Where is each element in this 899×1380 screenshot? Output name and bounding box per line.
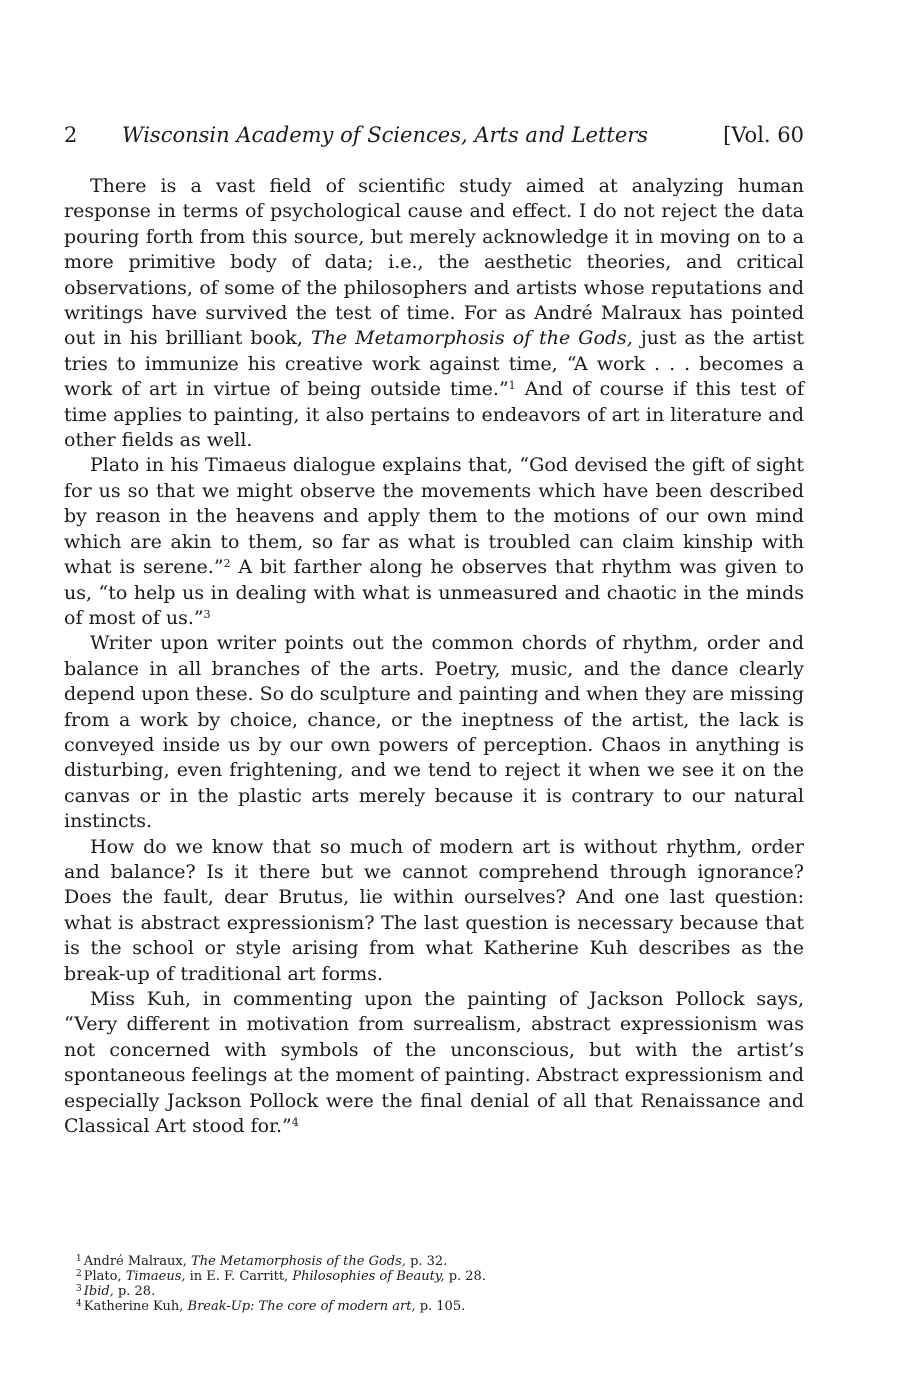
- footnote-ref-1: 1: [508, 379, 516, 393]
- running-head: [64, 118, 804, 152]
- page-body: [64, 118, 804, 1139]
- footnote-3: $^3$ Ibid, p. 28.: [76, 1284, 156, 1299]
- footnote-2: $^2$ Plato, Timaeus, in E. F. Carritt, Philosophies of Beauty, p. 28.: [76, 1269, 486, 1284]
- book-title: The Metamorphosis of the Gods,: [310, 327, 633, 350]
- paragraph-1: There is a vast field of scientific study aimed at analyzing human response in terms of psychological cause and effect. I do not reject the data pouring forth from this source, but merely acknowledge it in moving on to a more primitive body of data; i.e., the aesthetic theories, and critical observations, of some of the philosophers and artists whose reputations and writings have survived the test of time. For as André Malraux has pointed out in his brilliant book, The Metamorphosis of the Gods, just as the artist tries to immunize his creative work against time, “A work . . . becomes a work of art in virtue of being outside time.”$^1$ And of course if this test of time applies to painting, it also pertains to endeavors of art in literature and other fields as well.: [64, 175, 805, 452]
- paragraph-4: How do we know that so much of modern art is without rhythm, order and balance? Is it there but we cannot comprehend through ignorance? Does the fault, dear Brutus, lie within ourselves? And one last question: what is abstract expressionism? The last question is necessary because that is the school or style arising from what Katherine Kuh describes as the break-up of traditional art forms.: [64, 835, 804, 985]
- volume-label: [Vol. 60: [723, 123, 804, 147]
- footnote-4: $^4$ Katherine Kuh, Break-Up: The core of modern art, p. 105.: [76, 1299, 466, 1314]
- footnotes: [64, 1254, 804, 1314]
- footnote-1: $^1$ André Malraux, The Metamorphosis of the Gods, p. 32.: [76, 1254, 448, 1269]
- footnote-ref-3: 3: [203, 607, 211, 621]
- paragraph-2: Plato in his Timaeus dialogue explains that, “God devised the gift of sight for us so that we might observe the movements which have been described by reason in the heavens and apply them to the motions of our own mind which are akin to them, so far as what is troubled can claim kinship with what is serene.”$^2$ A bit farther along he observes that rhythm was given to us, “to help us in dealing with what is unmeasured and chaotic in the minds of most of us.”$^3$: [64, 454, 804, 629]
- paragraph-3: Writer upon writer points out the common chords of rhythm, order and balance in all branches of the arts. Poetry, music, and the dance clearly depend upon these. So do sculpture and painting and when they are missing from a work by choice, chance, or the ineptness of the artist, the lack is conveyed inside us by our own powers of perception. Chaos in anything is disturbing, even frightening, and we tend to reject it when we see it on the canvas or in the plastic arts merely because it is contrary to our natural instincts.: [64, 632, 804, 833]
- footnote-ref-2: 2: [223, 557, 231, 571]
- footnote-ref-4: 4: [291, 1116, 299, 1130]
- journal-title: Wisconsin Academy of Sciences, Arts and Letters: [122, 123, 649, 147]
- page-number: 2: [64, 123, 78, 147]
- paragraph-5: Miss Kuh, in commenting upon the painting of Jackson Pollock says, “Very different in motivation from surrealism, abstract expressionism was not concerned with symbols of the unconscious, but with the artist’s spontaneous feelings at the moment of painting. Abstract expressionism and especially Jackson Pollock were the final denial of all that Renaissance and Classical Art stood for.”$^4$: [64, 988, 804, 1138]
